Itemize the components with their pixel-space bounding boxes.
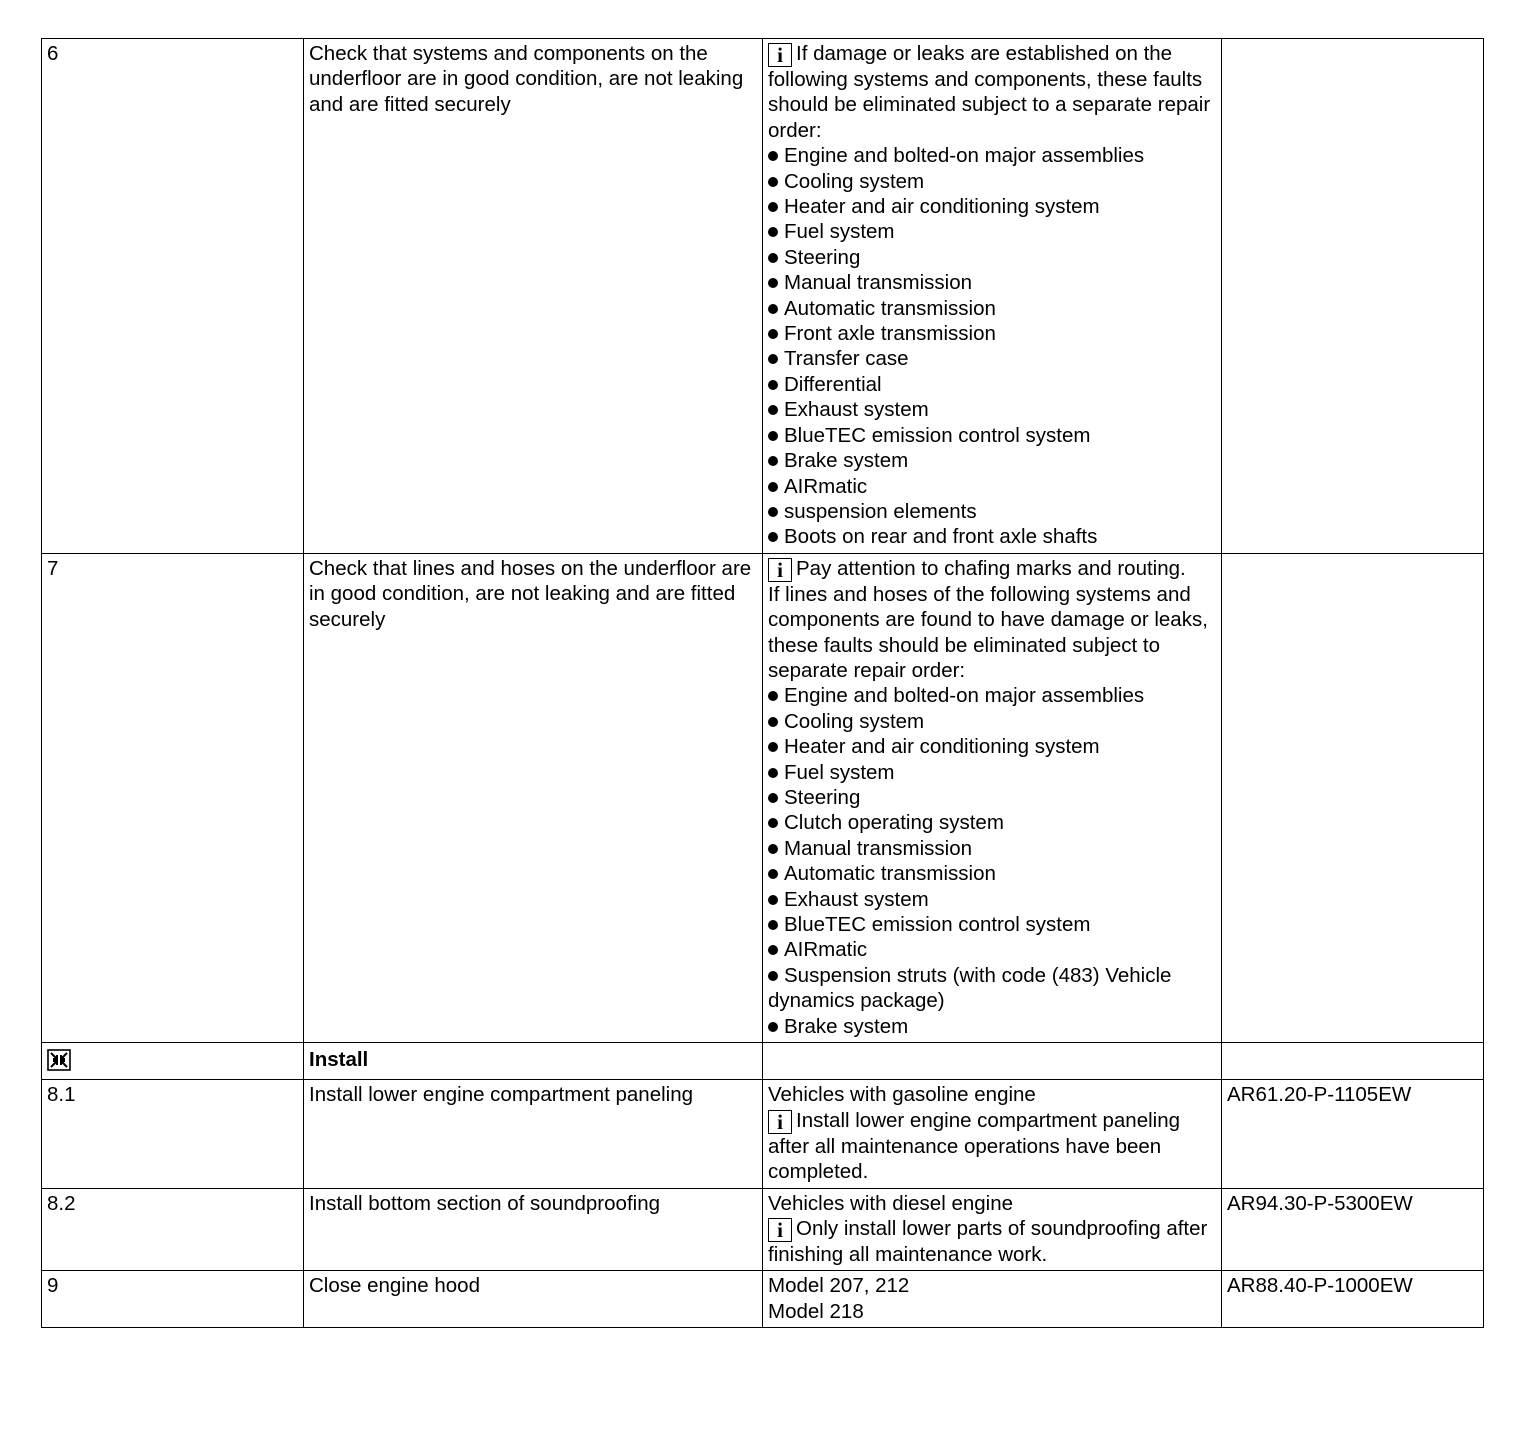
bullet-icon (768, 278, 778, 288)
bullet-item: Fuel system (768, 760, 1217, 785)
note-text: If lines and hoses of the following systems and components are found to have damage or leaks, these faults should be eliminated subject to separate repair order: (768, 582, 1208, 682)
reference-cell (1222, 39, 1484, 554)
bullet-icon (768, 920, 778, 930)
bullet-icon (768, 717, 778, 727)
reference-cell (1222, 553, 1484, 1042)
bullet-item: Engine and bolted-on major assemblies (768, 683, 1217, 708)
bullet-item: Manual transmission (768, 270, 1217, 295)
step-description: Close engine hood (304, 1271, 763, 1328)
bullet-icon (768, 844, 778, 854)
bullet-item: Boots on rear and front axle shafts (768, 524, 1217, 549)
bullet-item: BlueTEC emission control system (768, 912, 1217, 937)
bullet-item: Cooling system (768, 709, 1217, 734)
step-number: 8.2 (42, 1188, 304, 1271)
bullet-item: AIRmatic (768, 937, 1217, 962)
bullet-icon (768, 742, 778, 752)
install-icon (47, 1049, 71, 1071)
bullet-icon (768, 1022, 778, 1032)
bullet-icon (768, 945, 778, 955)
info-icon: i (768, 558, 792, 582)
info-note: i Only install lower parts of soundproofing after finishing all maintenance work. (768, 1217, 1208, 1267)
bullet-icon (768, 380, 778, 390)
bullet-icon (768, 151, 778, 161)
bullet-icon (768, 691, 778, 701)
step-number: 6 (42, 39, 304, 554)
info-icon: i (768, 43, 792, 67)
bullet-icon (768, 768, 778, 778)
condition-text: Vehicles with gasoline engine (768, 1083, 1036, 1107)
bullet-item: Differential (768, 372, 1217, 397)
info-note: i If damage or leaks are established on the following systems and components, these faults should be eliminated subject to a separate repair order: (768, 42, 1211, 142)
bullet-icon (768, 869, 778, 879)
table-row (42, 1080, 1484, 1188)
step-notes (763, 1080, 1222, 1188)
step-description: Install bottom section of soundproofing (304, 1188, 763, 1271)
bullet-list (768, 143, 1217, 550)
reference-link[interactable]: AR88.40-P-1000EW (1222, 1271, 1484, 1328)
step-description: Check that systems and components on the underfloor are in good condition, are not leaking and are fitted securely (304, 39, 763, 554)
bullet-item: Brake system (768, 1014, 1217, 1039)
reference-link[interactable]: AR61.20-P-1105EW (1222, 1080, 1484, 1188)
section-title: Install (304, 1043, 763, 1080)
bullet-icon (768, 456, 778, 466)
table-row (42, 553, 1484, 1042)
bullet-item: suspension elements (768, 499, 1217, 524)
condition-text: Vehicles with diesel engine (768, 1191, 1014, 1215)
step-notes (763, 553, 1222, 1042)
bullet-item: Heater and air conditioning system (768, 734, 1217, 759)
bullet-icon (768, 431, 778, 441)
table-row (42, 39, 1484, 554)
table-row (42, 1271, 1484, 1328)
step-description: Install lower engine compartment paneling (304, 1080, 763, 1188)
bullet-item: Steering (768, 785, 1217, 810)
bullet-icon (768, 304, 778, 314)
step-number: 7 (42, 553, 304, 1042)
bullet-icon (768, 895, 778, 905)
step-notes (763, 39, 1222, 554)
step-number: 9 (42, 1271, 304, 1328)
bullet-item: Cooling system (768, 169, 1217, 194)
bullet-item: Suspension struts (with code (483) Vehicle dynamics package) (768, 963, 1172, 1013)
bullet-icon (768, 818, 778, 828)
step-notes (763, 1188, 1222, 1271)
bullet-item: BlueTEC emission control system (768, 423, 1217, 448)
bullet-icon (768, 329, 778, 339)
bullet-icon (768, 532, 778, 542)
bullet-item: Clutch operating system (768, 810, 1217, 835)
model-text: Model 218 (768, 1299, 864, 1323)
bullet-item: Automatic transmission (768, 296, 1217, 321)
install-icon-cell (42, 1043, 304, 1080)
bullet-item: AIRmatic (768, 474, 1217, 499)
bullet-list (768, 683, 1217, 1039)
section-header-row (42, 1043, 1484, 1080)
bullet-icon (768, 202, 778, 212)
bullet-item: Heater and air conditioning system (768, 194, 1217, 219)
bullet-icon (768, 253, 778, 263)
bullet-icon (768, 482, 778, 492)
bullet-icon (768, 507, 778, 517)
info-icon: i (768, 1218, 792, 1242)
empty-cell (763, 1043, 1222, 1080)
info-note: i Pay attention to chafing marks and routing. (768, 556, 1217, 582)
bullet-item: Steering (768, 245, 1217, 270)
step-number: 8.1 (42, 1080, 304, 1188)
bullet-icon (768, 354, 778, 364)
info-icon: i (768, 1110, 792, 1134)
bullet-item: Brake system (768, 448, 1217, 473)
reference-link[interactable]: AR94.30-P-5300EW (1222, 1188, 1484, 1271)
bullet-icon (768, 177, 778, 187)
empty-cell (1222, 1043, 1484, 1080)
bullet-item: Transfer case (768, 346, 1217, 371)
bullet-icon (768, 971, 778, 981)
bullet-item: Automatic transmission (768, 861, 1217, 886)
bullet-item: Exhaust system (768, 397, 1217, 422)
step-notes (763, 1271, 1222, 1328)
bullet-icon (768, 405, 778, 415)
bullet-item: Manual transmission (768, 836, 1217, 861)
table-row (42, 1188, 1484, 1271)
bullet-icon (768, 227, 778, 237)
bullet-item: Front axle transmission (768, 321, 1217, 346)
model-text: Model 207, 212 (768, 1274, 910, 1298)
step-description: Check that lines and hoses on the underfloor are in good condition, are not leaking and are fitted securely (304, 553, 763, 1042)
bullet-item: Exhaust system (768, 887, 1217, 912)
procedure-table (41, 38, 1484, 1328)
bullet-icon (768, 793, 778, 803)
bullet-item: Engine and bolted-on major assemblies (768, 143, 1217, 168)
info-note: i Install lower engine compartment paneling after all maintenance operations have been completed. (768, 1108, 1181, 1184)
bullet-item: Fuel system (768, 219, 1217, 244)
